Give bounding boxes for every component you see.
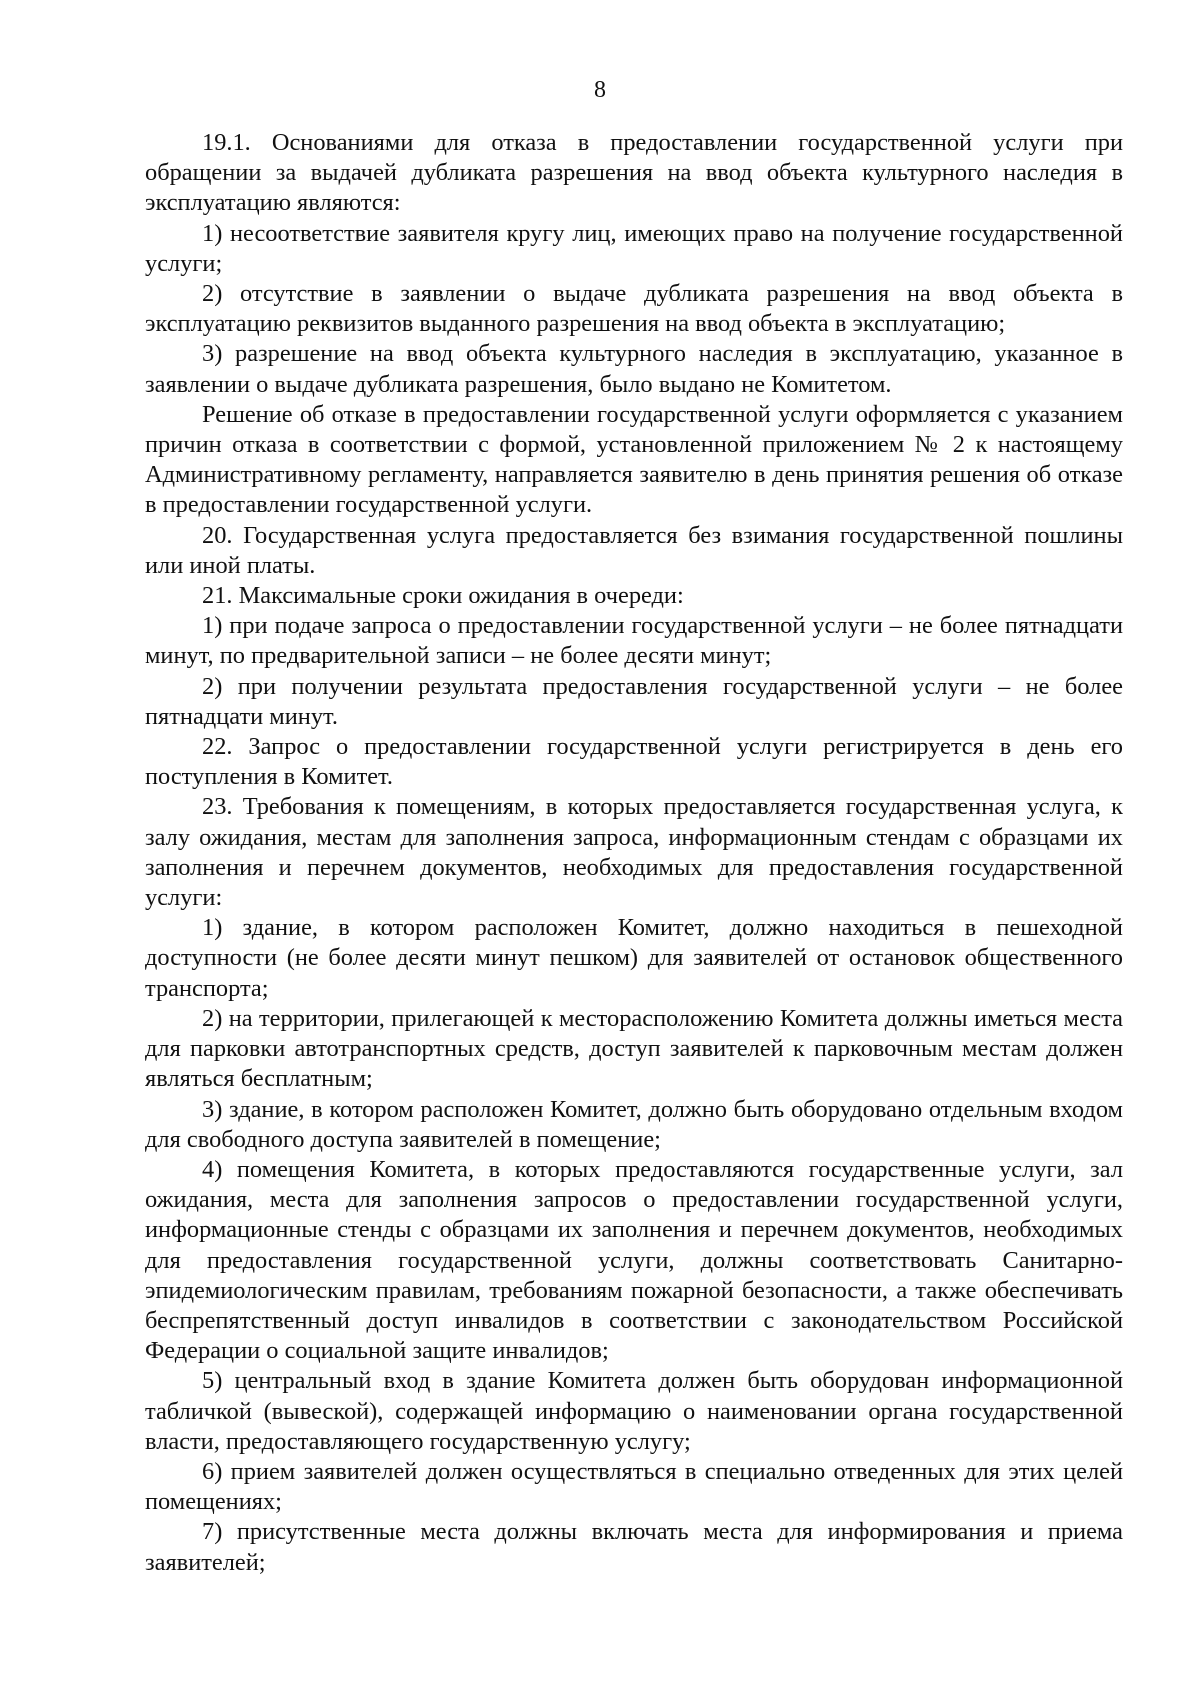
list-item-19-1-2: 2) отсутствие в заявлении о выдаче дубликата разрешения на ввод объекта в эксплуатацию реквизитов выданного разрешения на ввод объекта в эксплуатацию; <box>145 280 1123 338</box>
list-item-23-7: 7) присутственные места должны включать места для информирования и приема заявителей; <box>145 1518 1123 1576</box>
paragraph-22: 22. Запрос о предоставлении государственной услуги регистрируется в день его поступления в Комитет. <box>145 733 1123 791</box>
list-item-23-3: 3) здание, в котором расположен Комитет, должно быть оборудовано отдельным входом для свободного доступа заявителей в помещение; <box>145 1095 1123 1153</box>
list-item-21-2: 2) при получении результата предоставления государственной услуги – не более пятнадцати минут. <box>145 672 1123 730</box>
paragraph-refusal-decision: Решение об отказе в предоставлении государственной услуги оформляется с указанием причин отказа в соответствии с формой, установленной приложением № 2 к настоящему Административному регламенту, направляется заявителю в день принятия решения об отказе в предоставлении государственной услуги. <box>145 400 1123 519</box>
list-item-19-1-3: 3) разрешение на ввод объекта культурного наследия в эксплуатацию, указанное в заявлении о выдаче дубликата разрешения, было выдано не Комитетом. <box>145 340 1123 398</box>
document-body <box>145 128 1123 1578</box>
list-item-23-2: 2) на территории, прилегающей к месторасположению Комитета должны иметься места для парковки автотранспортных средств, доступ заявителей к парковочным местам должен являться бесплатным; <box>145 1004 1123 1093</box>
paragraph-20: 20. Государственная услуга предоставляется без взимания государственной пошлины или иной платы. <box>145 521 1123 579</box>
list-item-23-6: 6) прием заявителей должен осуществляться в специально отведенных для этих целей помещениях; <box>145 1457 1123 1516</box>
list-item-19-1-1: 1) несоответствие заявителя кругу лиц, имеющих право на получение государственной услуги; <box>145 219 1123 277</box>
paragraph-19-1: 19.1. Основаниями для отказа в предоставлении государственной услуги при обращении за выдачей дубликата разрешения на ввод объекта культурного наследия в эксплуатацию являются: <box>145 129 1123 217</box>
list-item-23-1: 1) здание, в котором расположен Комитет, должно находиться в пешеходной доступности (не более десяти минут пешком) для заявителей от остановок общественного транспорта; <box>145 914 1123 1002</box>
page-number: 8 <box>594 77 606 103</box>
list-item-23-5: 5) центральный вход в здание Комитета должен быть оборудован информационной табличкой (вывеской), содержащей информацию о наименовании органа государственной власти, предоставляющего государственную услугу; <box>145 1367 1123 1455</box>
paragraph-21: 21. Максимальные сроки ожидания в очереди: <box>202 582 684 610</box>
paragraph-23: 23. Требования к помещениям, в которых предоставляется государственная услуга, к залу ожидания, местам для заполнения запроса, информационным стендам с образцами их заполнения и перечнем документов, необходимых для предоставления государственной услуги: <box>145 793 1123 912</box>
list-item-21-1: 1) при подаче запроса о предоставлении государственной услуги – не более пятнадцати минут, по предварительной записи – не более десяти минут; <box>145 612 1123 670</box>
list-item-23-4: 4) помещения Комитета, в которых предоставляются государственные услуги, зал ожидания, места для заполнения запросов о предоставлении государственной услуги, информационные стенды с образцами их заполнения и перечнем документов, необходимых для предоставления государственной услуги, должны соответствовать Санитарно-эпидемиологическим правилам, требованиям пожарной безопасности, а также обеспечивать беспрепятственный доступ инвалидов в соответствии с законодательством Российской Федерации о социальной защите инвалидов; <box>145 1155 1123 1365</box>
